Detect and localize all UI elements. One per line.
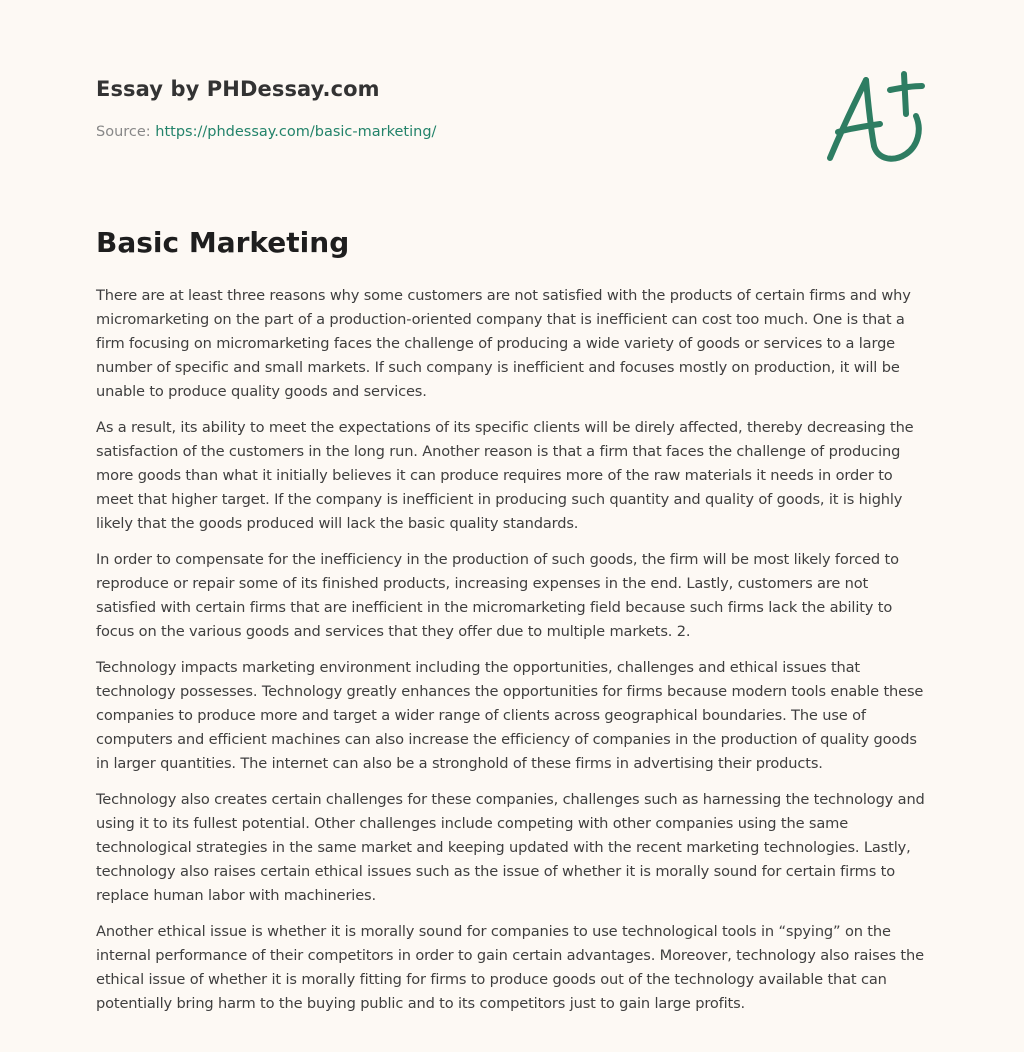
paragraph-3: In order to compensate for the inefficiency in the production of such goods, the firm will be most likely forced to reproduce or repair some of its finished products, increasing expenses in the end. Lastly, customers are not satisfied with certain firms that are inefficient in the micromarketing field because such firms lack the ability to focus on the various goods and services that they offer due to multiple markets. 2. (96, 551, 899, 640)
paragraph-1: There are at least three reasons why some customers are not satisfied with the products of certain firms and why micromarketing on the part of a production-oriented company that is inefficient can cost too much. One is that a firm focusing on micromarketing faces the challenge of producing a wide variety of goods or services to a large number of specific and small markets. If such company is inefficient and focuses mostly on production, it will be unable to produce quality goods and services. (96, 287, 911, 400)
paragraph-2: As a result, its ability to meet the expectations of its specific clients will be direly affected, thereby decreasing the satisfaction of the customers in the long run. Another reason is that a firm that faces the challenge of producing more goods than what it initially believes it can produce requires more of the raw materials it needs in order to meet that higher target. If the company is inefficient in producing such quantity and quality of goods, it is highly likely that the goods produced will lack the basic quality standards. (96, 419, 914, 532)
essay-body (96, 284, 932, 1028)
paragraph-6: Another ethical issue is whether it is morally sound for companies to use technological tools in “spying” on the internal performance of their competitors in order to gain certain advantages. Moreover, technology also raises the ethical issue of whether it is morally fitting for firms to produce goods out of the technology available that can potentially bring harm to the buying public and to its competitors just to gain large profits. (96, 923, 924, 1012)
essay-title: Basic Marketing (96, 226, 350, 259)
paragraph-4: Technology impacts marketing environment including the opportunities, challenges and ethical issues that technology possesses. Technology greatly enhances the opportunities for firms because modern tools enable these companies to produce more and target a wider range of clients across geographical boundaries. The use of computers and efficient machines can also increase the efficiency of companies in the production of quality goods in larger quantities. The internet can also be a stronghold of these firms in advertising their products. (96, 659, 924, 772)
page-header (96, 0, 928, 259)
brand-title: Essay by PHDessay.com (96, 77, 380, 101)
source-link[interactable]: https://phdessay.com/basic-marketing/ (155, 124, 437, 140)
essay-page (96, 0, 928, 1012)
a-plus-grade-icon (822, 66, 926, 166)
source-label: Source: (96, 124, 156, 140)
paragraph-5: Technology also creates certain challenges for these companies, challenges such as harnessing the technology and using it to its fullest potential. Other challenges include competing with other companies using the same technological strategies in the same market and keeping updated with the recent marketing technologies. Lastly, technology also raises certain ethical issues such as the issue of whether it is morally sound for certain firms to replace human labor with machineries. (96, 791, 925, 904)
source-line (96, 124, 436, 140)
